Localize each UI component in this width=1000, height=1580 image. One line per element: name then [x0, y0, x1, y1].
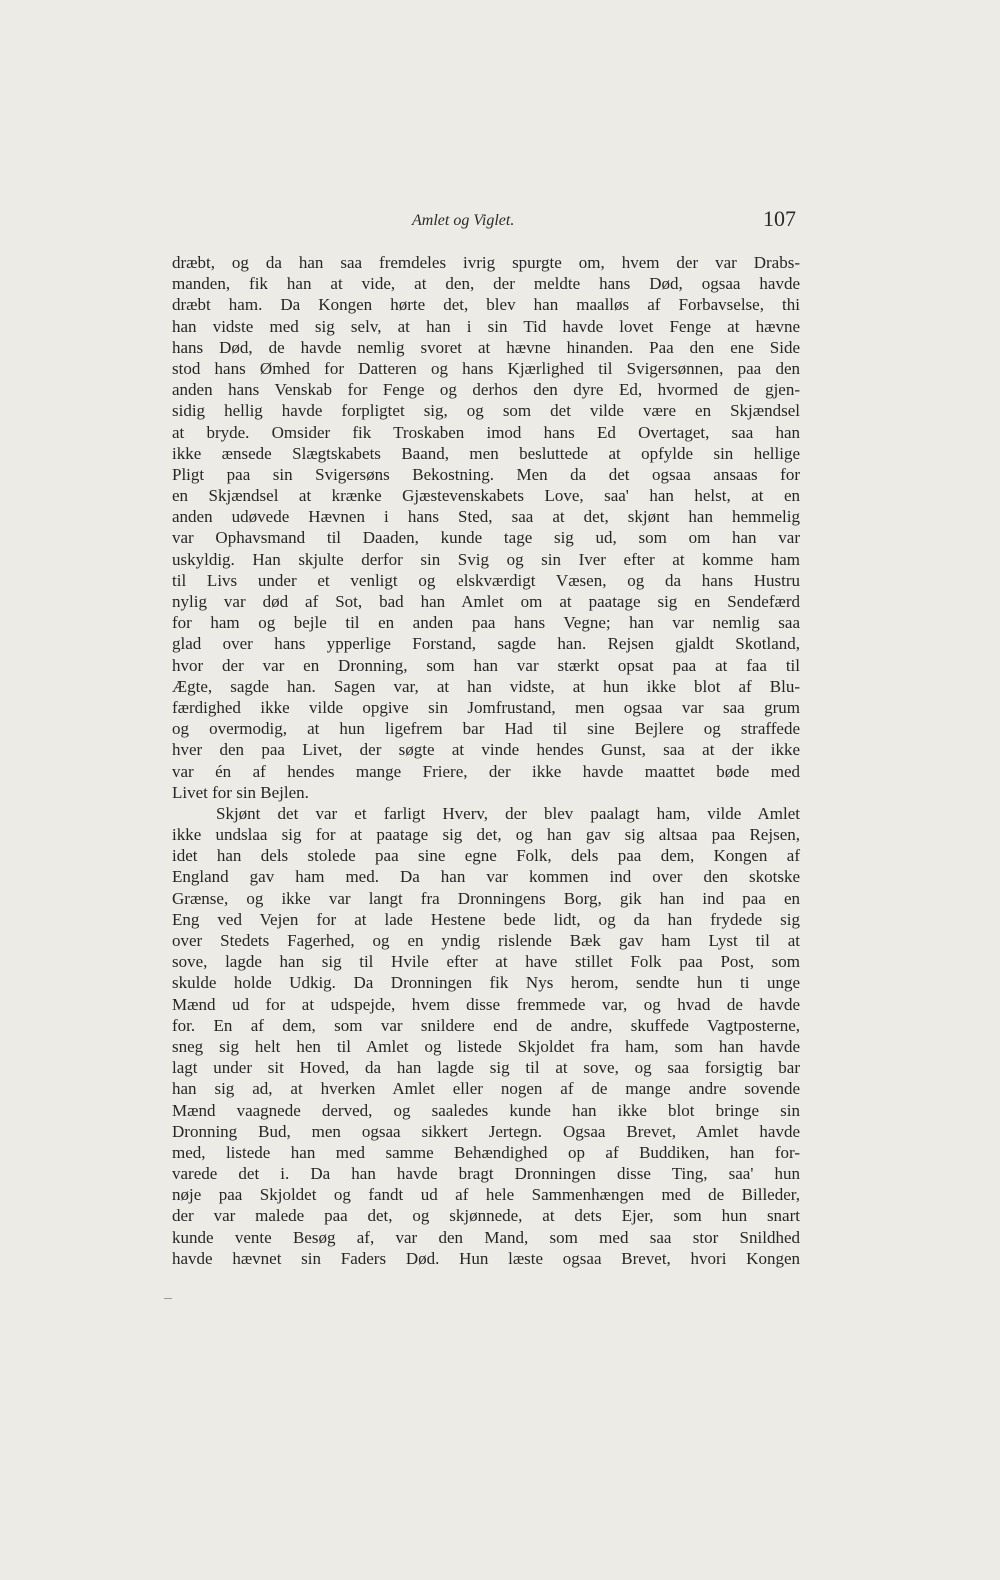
text-line: med, listede han med samme Behændighed op af Buddiken, han for- [172, 1142, 800, 1162]
running-title: Amlet og Viglet. [412, 212, 515, 229]
text-line: ikke ænsede Slægtskabets Baand, men besluttede at opfylde sin hellige [172, 443, 800, 463]
text-line: at bryde. Omsider fik Troskaben imod hans Ed Overtaget, saa han [172, 422, 800, 442]
text-line: anden hans Venskab for Fenge og derhos den dyre Ed, hvormed de gjen- [172, 380, 800, 400]
text-line-paragraph-start: Skjønt det var et farligt Hverv, der blev paalagt ham, vilde Amlet [216, 803, 800, 823]
text-line: anden udøvede Hævnen i hans Sted, saa at det, skjønt han hemmelig [172, 507, 800, 527]
text-line: sneg sig helt hen til Amlet og listede Skjoldet fra ham, som han havde [172, 1036, 800, 1056]
text-line: kunde vente Besøg af, var den Mand, som med saa stor Snildhed [172, 1227, 800, 1247]
page-header [172, 206, 800, 236]
text-line-paragraph-end: Livet for sin Bejlen. [172, 782, 309, 802]
text-line: en Skjændsel at krænke Gjæstevenskabets Love, saa' han helst, at en [172, 486, 800, 506]
text-line: Mænd ud for at udspejde, hvem disse fremmede var, og hvad de havde [172, 994, 800, 1014]
text-line: var Ophavsmand til Daaden, kunde tage sig ud, som om han var [172, 528, 800, 548]
text-line: nøje paa Skjoldet og fandt ud af hele Sammenhængen med de Billeder, [172, 1185, 800, 1205]
text-line: varede det i. Da han havde bragt Dronningen disse Ting, saa' hun [172, 1164, 800, 1184]
text-line: var én af hendes mange Friere, der ikke havde maattet bøde med [172, 761, 800, 781]
margin-mark [164, 1298, 172, 1299]
text-line: manden, fik han at vide, at den, der meldte hans Død, ogsaa havde [172, 274, 800, 294]
text-line: sidig hellig havde forpligtet sig, og som det vilde være en Skjændsel [172, 401, 800, 421]
text-line: ikke undslaa sig for at paatage sig det, og han gav sig altsaa paa Rejsen, [172, 825, 800, 845]
text-line: hans Død, de havde nemlig svoret at hævne hinanden. Paa den ene Side [172, 337, 800, 357]
text-line: sove, lagde han sig til Hvile efter at have stillet Folk paa Post, som [172, 952, 800, 972]
text-line: England gav ham med. Da han var kommen ind over den skotske [172, 867, 800, 887]
text-line: til Livs under et venligt og elskværdigt Væsen, og da hans Hustru [172, 570, 800, 590]
text-line: glad over hans ypperlige Forstand, sagde han. Rejsen gjaldt Skotland, [172, 634, 800, 654]
body-text [172, 252, 800, 1269]
text-line: hvor der var en Dronning, som han var stærkt opsat paa at faa til [172, 655, 800, 675]
text-line: havde hævnet sin Faders Død. Hun læste ogsaa Brevet, hvori Kongen [172, 1248, 800, 1268]
text-line: over Stedets Fagerhed, og en yndig rislende Bæk gav ham Lyst til at [172, 931, 800, 950]
text-line: og overmodig, at hun ligefrem bar Had til sine Bejlere og straffede [172, 719, 800, 739]
text-line: hver den paa Livet, der søgte at vinde hendes Gunst, saa at der ikke [172, 740, 800, 760]
text-line: lagt under sit Hoved, da han lagde sig til at sove, og saa forsigtig bar [172, 1058, 800, 1078]
text-line: idet han dels stolede paa sine egne Folk, dels paa dem, Kongen af [172, 846, 800, 866]
text-line: færdighed ikke vilde opgive sin Jomfrustand, men ogsaa var saa grum [172, 697, 800, 717]
text-line: Pligt paa sin Svigersøns Bekostning. Men da det ogsaa ansaas for [172, 464, 800, 484]
text-line: der var malede paa det, og skjønnede, at dets Ejer, som hun snart [172, 1206, 800, 1226]
page-number: 107 [763, 206, 796, 231]
text-line: for. En af dem, som var snildere end de andre, skuffede Vagtposterne, [172, 1015, 800, 1035]
text-line: dræbt, og da han saa fremdeles ivrig spurgte om, hvem der var Drabs- [172, 253, 800, 272]
text-line: Ægte, sagde han. Sagen var, at han vidste, at hun ikke blot af Blu- [172, 676, 800, 696]
text-line: han sig ad, at hverken Amlet eller nogen af de mange andre sovende [172, 1079, 800, 1099]
text-line: stod hans Ømhed for Datteren og hans Kjærlighed til Svigersønnen, paa den [172, 358, 800, 378]
text-line: nylig var død af Sot, bad han Amlet om at paatage sig en Sendefærd [172, 592, 800, 611]
text-line: han vidste med sig selv, at han i sin Tid havde lovet Fenge at hævne [172, 316, 800, 336]
text-line: Eng ved Vejen for at lade Hestene bede lidt, og da han frydede sig [172, 909, 800, 929]
text-line: uskyldig. Han skjulte derfor sin Svig og sin Iver efter at komme ham [172, 549, 800, 569]
text-line: skulde holde Udkig. Da Dronningen fik Nys herom, sendte hun ti unge [172, 973, 800, 993]
text-line: dræbt ham. Da Kongen hørte det, blev han maalløs af Forbavselse, thi [172, 295, 800, 315]
text-line: for ham og bejle til en anden paa hans Vegne; han var nemlig saa [172, 613, 800, 633]
text-line: Dronning Bud, men ogsaa sikkert Jertegn. Ogsaa Brevet, Amlet havde [172, 1121, 800, 1141]
text-line: Mænd vaagnede derved, og saaledes kunde han ikke blot bringe sin [172, 1100, 800, 1120]
text-line: Grænse, og ikke var langt fra Dronningens Borg, gik han ind paa en [172, 888, 800, 908]
